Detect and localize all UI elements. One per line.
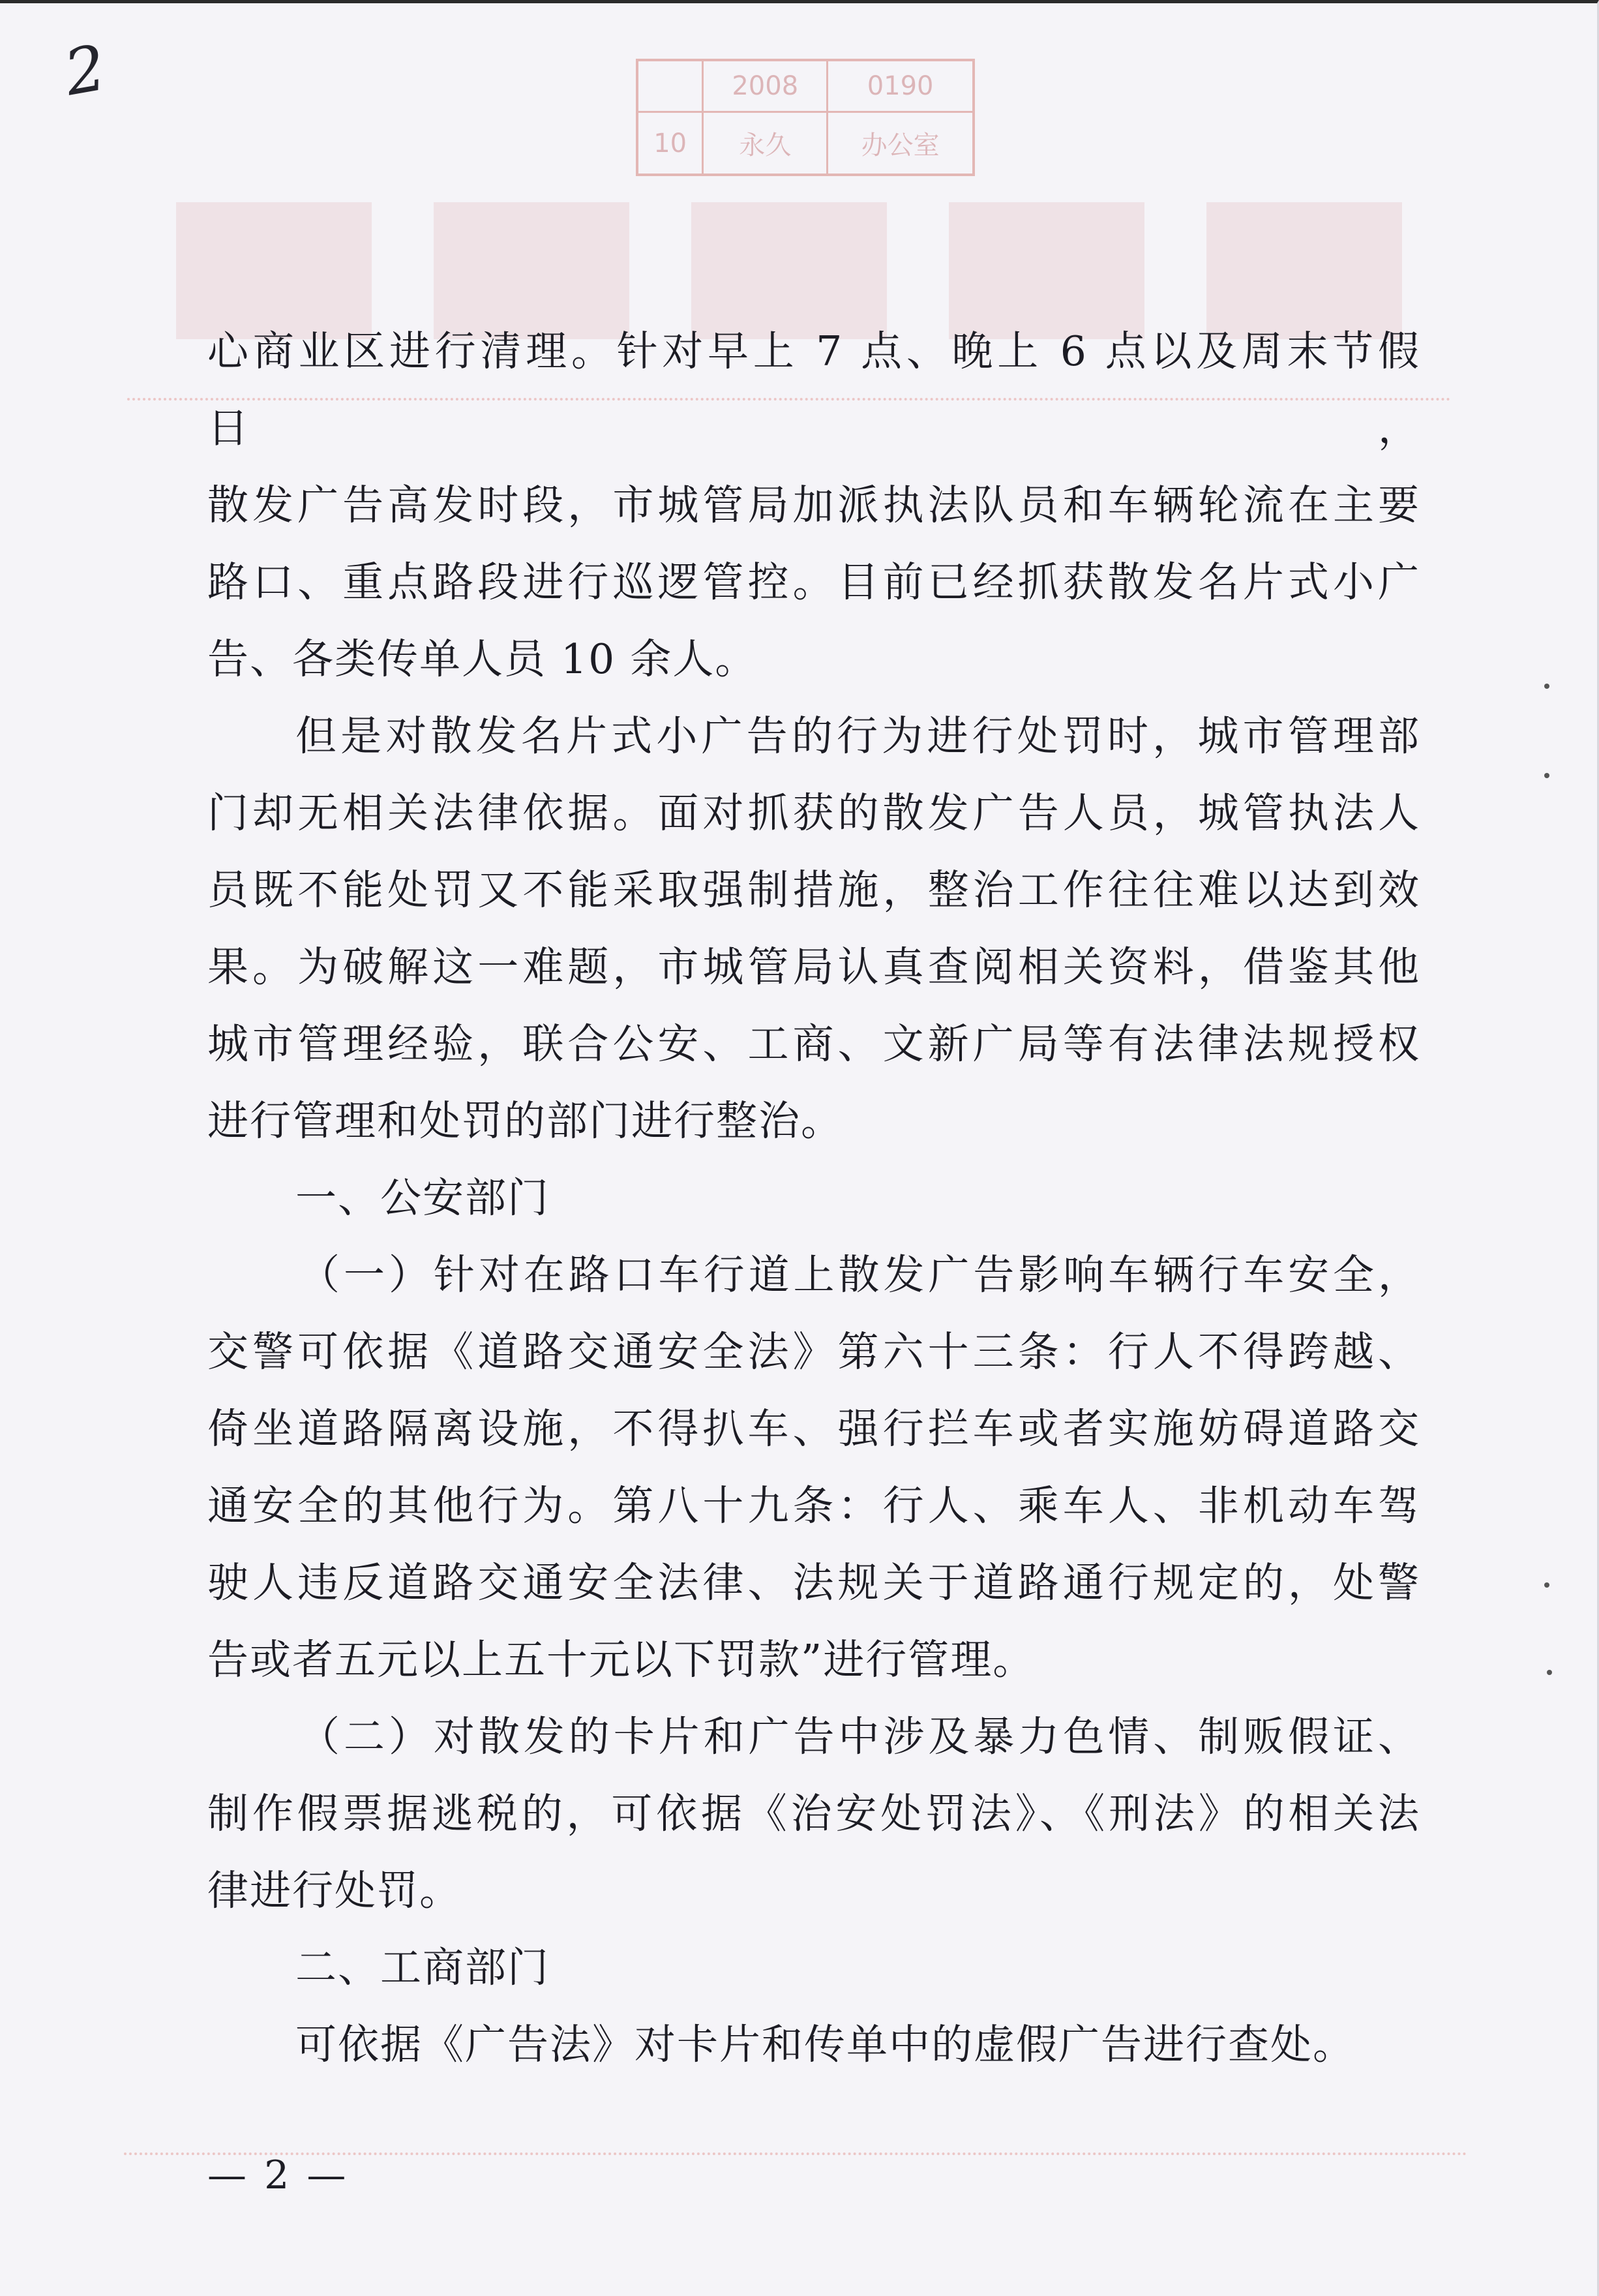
body-line: 但是对散发名片式小广告的行为进行处罚时，城市管理部 [295,712,1420,760]
stamp-cell: 10 [637,112,703,175]
body-line: 员既不能处罚又不能采取强制措施，整治工作往往难以达到效 [207,866,1420,914]
stamp-cell: 永久 [703,112,828,175]
body-line: 通安全的其他行为。第八十九条：行人、乘车人、非机动车驾 [207,1482,1420,1530]
stamp-cell [637,60,703,112]
stamp-cell: 办公室 [828,112,974,175]
body-line: 城市管理经验，联合公安、工商、文新广局等有法律法规授权 [207,1020,1420,1068]
stamp-cell: 2008 [703,60,828,112]
receipt-stamp [636,59,975,176]
section-heading: 二、工商部门 [295,1944,550,1991]
body-line: 门却无相关法律依据。面对抓获的散发广告人员，城管执法人 [207,789,1420,837]
body-line: 交警可依据《道路交通安全法》第六十三条：行人不得跨越、 [207,1328,1420,1376]
body-line: 散发广告高发时段，市城管局加派执法队员和车辆轮流在主要 [207,481,1420,529]
page-number: — 2 — [207,2152,349,2198]
handwritten-page-mark: 2 [59,31,112,110]
body-line: （二）对散发的卡片和广告中涉及暴力色情、制贩假证、 [299,1713,1420,1760]
stamp-cell: 0190 [828,60,974,112]
body-line: 告、各类传单人员 10 余人。 [207,635,758,683]
body-line: 倚坐道路隔离设施，不得扒车、强行拦车或者实施妨碍道路交 [207,1405,1420,1453]
body-line: 告或者五元以上五十元以下罚款”进行管理。 [207,1636,1036,1684]
body-line: 制作假票据逃税的，可依据《治安处罚法》、《刑法》的相关法 [207,1790,1420,1837]
body-line: 果。为破解这一难题，市城管局认真查阅相关资料，借鉴其他 [207,943,1420,991]
body-line: （一）针对在路口车行道上散发广告影响车辆行车安全， [299,1251,1420,1299]
body-line: 驶人违反道路交通安全法律、法规关于道路通行规定的，处警 [207,1559,1420,1607]
section-heading: 一、公安部门 [295,1174,550,1222]
body-line: 律进行处罚。 [207,1867,462,1914]
stamp-grid [636,59,975,176]
body-line: 路口、重点路段进行巡逻管控。目前已经抓获散发名片式小广 [207,558,1420,606]
body-line: 心商业区进行清理。针对早上 7 点、晚上 6 点以及周末节假日， [207,327,1420,452]
document-body [207,313,1420,2083]
body-line: 进行管理和处罚的部门进行整治。 [207,1097,843,1145]
body-line: 可依据《广告法》对卡片和传单中的虚假广告进行查处。 [295,2021,1355,2068]
